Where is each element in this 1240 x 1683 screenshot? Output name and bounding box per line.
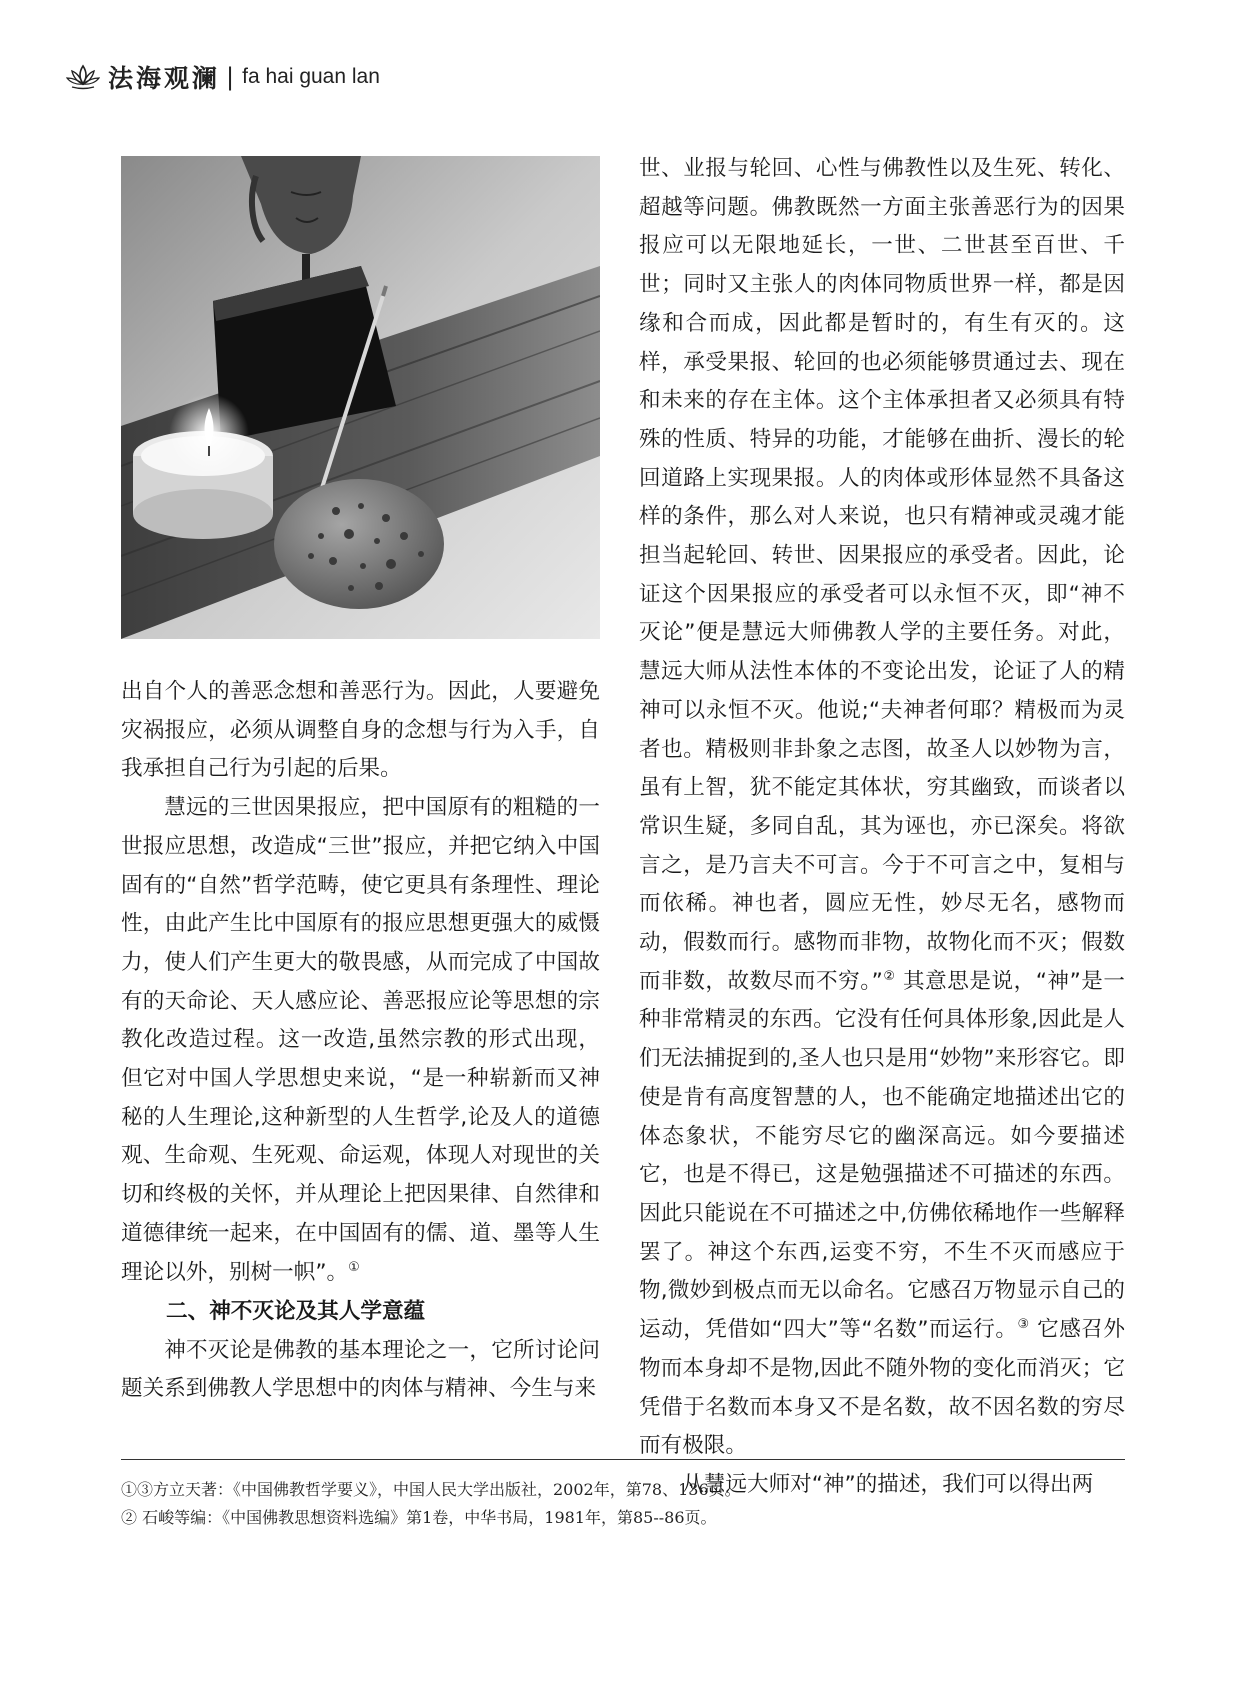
paragraph-text: 世、业报与轮回、心性与佛教性以及生死、转化、超越等问题。佛教既然一方面主张善恶行为的因果报应可以无限地延长，一世、二世甚至百世、千世；同时又主张人的肉体同物质世界一样，都是因缘和合而成，因此都是暂时的，有生有灭的。这样，承受果报、轮回的也必须能够贯通过去、现在和未来的存在主体。这个主体承担者又必须具有特殊的性质、特异的功能，才能够在曲折、漫长的轮回道路上实现果报。人的肉体或形体显然不具备这样的条件，那么对人来说，也只有精神或灵魂才能担当起轮回、转世、因果报应的承受者。因此，论证这个因果报应的承受者可以永恒不灭，即“神不灭论”便是慧远大师佛教人学的主要任务。对此，慧远大师从法性本体的不变论出发，论证了人的精神可以永恒不灭。他说;“夫神者何耶？精极而为灵者也。精极则非卦象之志图，故圣人以妙物为言，虽有上智，犹不能定其体状，穷其幽致，而谈者以常识生疑，多同自乱，其为诬也，亦已深矣。将欲言之，是乃言夫不可言。今于不可言之中，复相与而依稀。神也者，圆应无性，妙尽无名，感物而动，假数而行。感物而非物，故物化而不灭；假数而非数，故数尽而不穷。” [639, 156, 1125, 994]
paragraph-text: 其意思是说，“神”是一种非常精灵的东西。它没有任何具体形象,因此是人们无法捕捉到的,圣人也只是用“妙物”来形容它。即使是肯有高度智慧的人，也不能确定地描述出它的体态象状，不能穷尽它的幽深高远。如今要描述它，也是不得已，这是勉强描述不可描述的东西。因此只能说在不可描述之中,仿佛依稀地作一些解释罢了。神这个东西,运变不穷，不生不灭而感应于物,微妙到极点而无以命名。它感召万物显示自己的运动，凭借如“四大”等“名数”而运行。 [639, 968, 1126, 1343]
footnote-2: ② 石峻等编：《中国佛教思想资料选编》第1卷，中华书局，1981年，第85--86页。 [121, 1508, 717, 1527]
left-column-upper [121, 673, 600, 1292]
header-separator: | [226, 63, 235, 91]
footnote-divider [121, 1459, 1125, 1460]
section-heading: 二、神不灭论及其人学意蕴 [166, 1299, 426, 1324]
footnote-1-3: ①③方立天著：《中国佛教哲学要义》，中国人民大学出版社，2002年，第78、136页。 [121, 1480, 741, 1499]
paragraph-three-worlds [121, 789, 600, 1292]
paragraph-conclusion-start: 从慧远大师对“神”的描述，我们可以得出两 [682, 1471, 1094, 1497]
paragraph-shen-bu-mie [639, 150, 1125, 1466]
lotus-icon [66, 63, 100, 91]
paragraph-continuation: 出自个人的善恶念想和善恶行为。因此，人要避免灾祸报应，必须从调整自身的念想与行为入手，自我承担自己行为引起的后果。 [121, 679, 600, 782]
buddha-candle-incense-photo [121, 156, 600, 639]
paragraph-section-intro: 神不灭论是佛教的基本理论之一，它所讨论问题关系到佛教人学思想中的肉体与精神、今生与来 [121, 1337, 600, 1402]
paragraph-text: 它感召外物而本身却不是物,因此不随外物的变化而消灭；它凭借于名数而本身又不是名数，故不因名数的穷尽而有极限。 [639, 1317, 1126, 1459]
running-header [66, 60, 380, 94]
right-column [639, 150, 1125, 1505]
footnote-ref-1[interactable]: ① [348, 1259, 360, 1275]
header-title-en: fa hai guan lan [242, 65, 380, 88]
header-title-cn: 法海观澜 [108, 64, 221, 93]
paragraph-text: 慧远的三世因果报应，把中国原有的粗糙的一世报应思想，改造成“三世”报应，并把它纳入中国固有的“自然”哲学范畴，使它更具有条理性、理论性，由此产生比中国原有的报应思想更强大的威慑力，使人们产生更大的敬畏感，从而完成了中国故有的天命论、天人感应论、善恶报应论等思想的宗教化改造过程。这一改造,虽然宗教的形式出现，但它对中国人学思想史来说，“是一种崭新而又神秘的人生理论,这种新型的人生哲学,论及人的道德观、生命观、生死观、命运观，体现人对现世的关切和终极的关怀，并从理论上把因果律、自然律和道德律统一起来，在中国固有的儒、道、墨等人生理论以外，别树一帜”。 [121, 795, 600, 1285]
footnote-ref-3[interactable]: ③ [1017, 1316, 1030, 1332]
footnotes [121, 1476, 1125, 1532]
left-column-section-two [121, 1293, 600, 1409]
footnote-ref-2[interactable]: ② [882, 968, 896, 984]
